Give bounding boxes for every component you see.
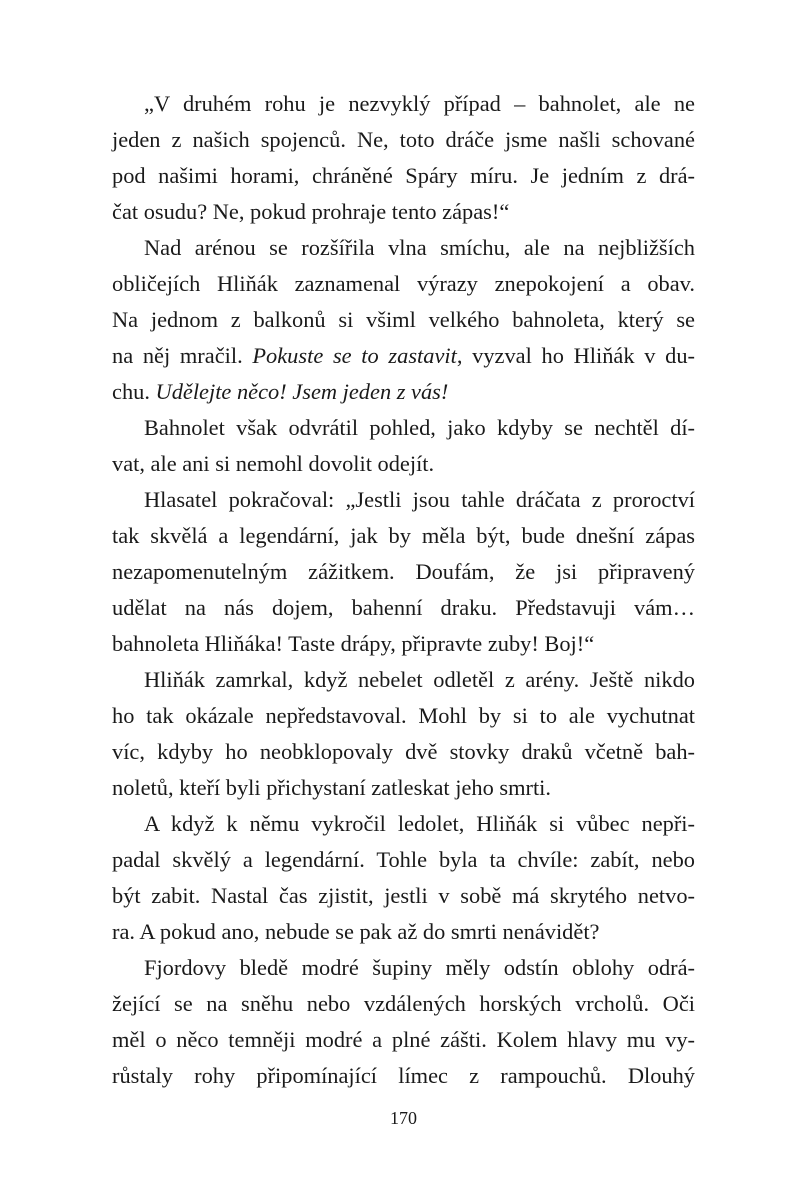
text-line: vat, ale ani si nemohl dovolit odejít.: [112, 451, 435, 476]
text-line: „V druhém rohu je nezvyklý případ – bahnolet, ale ne: [144, 91, 695, 116]
page-number: 170: [390, 1108, 417, 1128]
italic-thought: Pokuste se to zastavit: [252, 343, 457, 368]
text-line: noletů, kteří byli přichystaní zatleskat jeho smrti.: [112, 775, 552, 800]
text-line: nezapomenutelným zážitkem. Doufám, že jsi připravený: [112, 559, 695, 584]
text-span: , vyzval ho Hliňák v du-: [456, 343, 695, 368]
italic-thought: Udělejte něco! Jsem jeden z vás!: [155, 379, 449, 404]
text-line: [112, 338, 695, 374]
text-span: chu.: [112, 379, 156, 404]
text-line: jeden z našich spojenců. Ne, toto dráče jsme našli schované: [112, 127, 695, 152]
text-line: růstaly rohy připomínající límec z rampouchů. Dlouhý: [112, 1063, 695, 1088]
text-line: bahnoleta Hliňáka! Taste drápy, připravte zuby! Boj!“: [112, 631, 595, 656]
text-line: Nad arénou se rozšířila vlna smíchu, ale na nejbližších: [144, 235, 695, 260]
text-line: Hlasatel pokračoval: „Jestli jsou tahle dráčata z proroctví: [144, 487, 695, 512]
text-span: na něj mračil.: [112, 343, 253, 368]
text-line: udělat na nás dojem, bahenní draku. Představuji vám…: [112, 595, 695, 620]
text-line: Bahnolet však odvrátil pohled, jako kdyby se nechtěl dí-: [144, 415, 695, 440]
text-line: A když k němu vykročil ledolet, Hliňák si vůbec nepři-: [144, 811, 695, 836]
text-line: tak skvělá a legendární, jak by měla být, bude dnešní zápas: [112, 523, 695, 548]
text-line: být zabit. Nastal čas zjistit, jestli v sobě má skrytého netvo-: [112, 883, 695, 908]
text-line: Hliňák zamrkal, když nebelet odletěl z arény. Ještě nikdo: [144, 667, 695, 692]
text-line: pod našimi horami, chráněné Spáry míru. Je jedním z drá-: [112, 163, 695, 188]
text-line: víc, kdyby ho neobklopovaly dvě stovky draků včetně bah-: [112, 739, 695, 764]
text-line: Na jednom z balkonů si všiml velkého bahnoleta, který se: [112, 307, 695, 332]
text-line: obličejích Hliňák zaznamenal výrazy znepokojení a obav.: [112, 271, 695, 296]
text-line: padal skvělý a legendární. Tohle byla ta chvíle: zabít, nebo: [112, 847, 695, 872]
text-line: ra. A pokud ano, nebude se pak až do smrti nenávidět?: [112, 919, 600, 944]
text-line: [112, 374, 695, 410]
text-line: žející se na sněhu nebo vzdálených horských vrcholů. Oči: [112, 991, 695, 1016]
text-line: čat osudu? Ne, pokud prohraje tento zápas!“: [112, 199, 510, 224]
text-line: ho tak okázale nepředstavoval. Mohl by si to ale vychutnat: [112, 703, 695, 728]
text-line: Fjordovy bledě modré šupiny měly odstín oblohy odrá-: [144, 955, 695, 980]
text-line: měl o něco temněji modré a plné zášti. Kolem hlavy mu vy-: [112, 1027, 695, 1052]
